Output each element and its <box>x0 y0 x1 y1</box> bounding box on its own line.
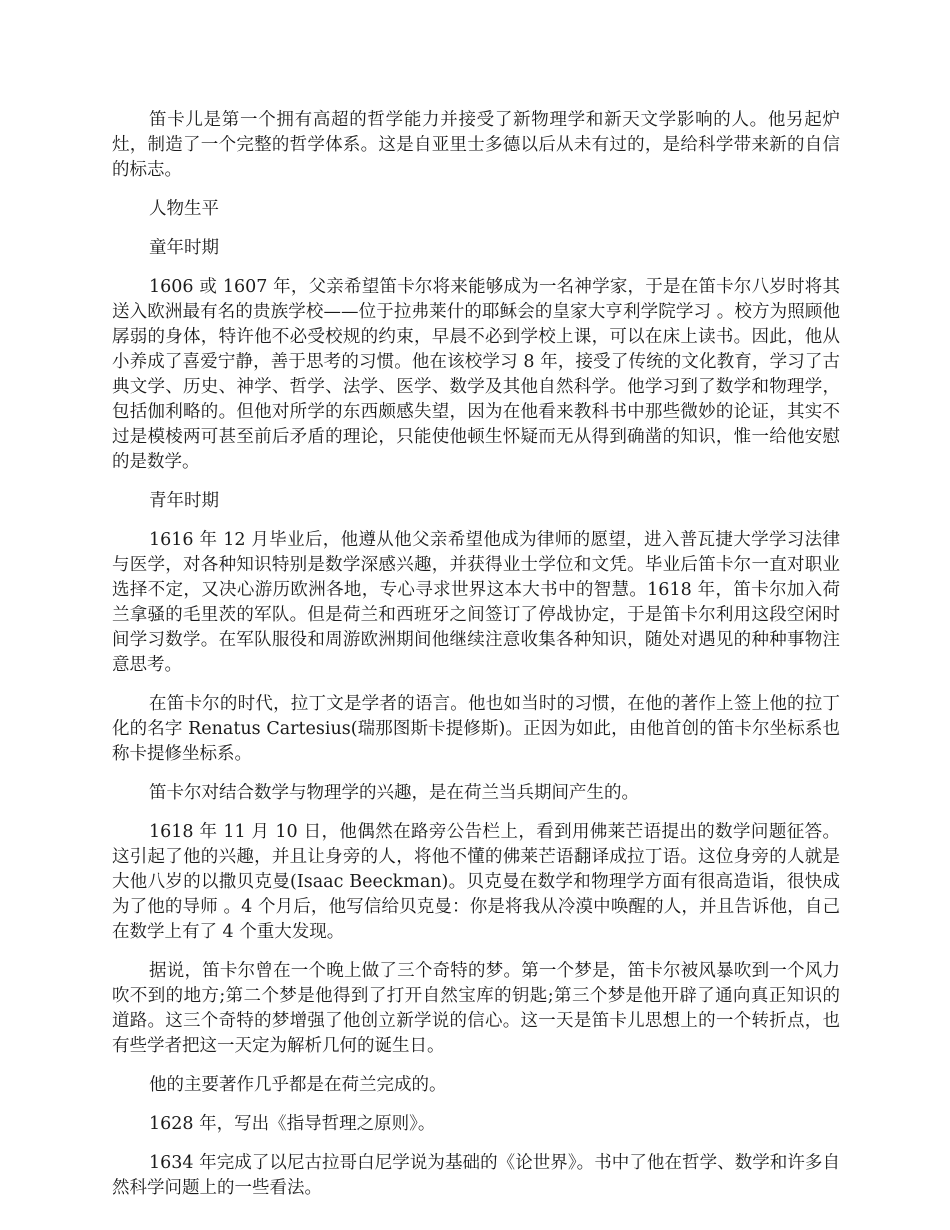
paragraph-dreams: 据说，笛卡尔曾在一个晚上做了三个奇特的梦。第一个梦是，笛卡尔被风暴吹到一个风力吹不到的地方;第二个梦是他得到了打开自然宝库的钥匙;第三个梦是他开辟了通向真正知识的道路。这三个奇特的梦增强了他创立新学说的信心。这一天是笛卡儿思想上的一个转折点，也有些学者把这一天定为解析几何的诞生日。 <box>112 961 840 1056</box>
document-page <box>112 108 840 1215</box>
heading-childhood: 童年时期 <box>149 238 219 258</box>
paragraph-interest: 笛卡尔对结合数学与物理学的兴趣，是在荷兰当兵期间产生的。 <box>149 783 639 803</box>
paragraph-childhood: 1606 或 1607 年，父亲希望笛卡尔将来能够成为一名神学家，于是在笛卡尔八岁时将其送入欧洲最有名的贵族学校——位于拉弗莱什的耶稣会的皇家大亨利学院学习 。校方为照顾他孱弱的身体，特许他不必受校规的约束，早晨不必到学校上课，可以在床上读书。因此，他从小养成了喜爱宁静，善于思考的习惯。他在该校学习 8 年，接受了传统的文化教育，学习了古典文学、历史、神学、哲学、法学、医学、数学及其他自然科学。他学习到了数学和物理学，包括伽利略的。但他对所学的东西颇感失望，因为在他看来教科书中那些微妙的论证，其实不过是模棱两可甚至前后矛盾的理论，只能使他顿生怀疑而无从得到确凿的知识，惟一给他安慰的是数学。 <box>112 277 840 472</box>
paragraph-latin-name: 在笛卡尔的时代，拉丁文是学者的语言。他也如当时的习惯，在他的著作上签上他的拉丁化的名字 Renatus Cartesius(瑞那图斯卡提修斯)。正因为如此，由他首创的笛卡尔坐标系也称卡提修坐标系。 <box>112 694 840 764</box>
paragraph-netherlands: 他的主要著作几乎都是在荷兰完成的。 <box>149 1075 447 1095</box>
paragraph-youth: 1616 年 12 月毕业后，他遵从他父亲希望他成为律师的愿望，进入普瓦捷大学学习法律与医学，对各种知识特别是数学深感兴趣，并获得业士学位和文凭。毕业后笛卡尔一直对职业选择不定，又决心游历欧洲各地，专心寻求世界这本大书中的智慧。1618 年，笛卡尔加入荷兰拿骚的毛里茨的军队。但是荷兰和西班牙之间签订了停战协定，于是笛卡尔利用这段空闲时间学习数学。在军队服役和周游欧洲期间他继续注意收集各种知识，随处对遇见的种种事物注意思考。 <box>112 530 840 675</box>
paragraph-intro: 笛卡儿是第一个拥有高超的哲学能力并接受了新物理学和新天文学影响的人。他另起炉灶，制造了一个完整的哲学体系。这是自亚里士多德以后从未有过的，是给科学带来新的自信的标志。 <box>112 110 840 180</box>
heading-youth: 青年时期 <box>149 491 219 511</box>
paragraph-1628: 1628 年，写出《指导哲理之原则》。 <box>149 1114 436 1134</box>
paragraph-beeckman: 1618 年 11 月 10 日，他偶然在路旁公告栏上，看到用佛莱芒语提出的数学问题征答。这引起了他的兴趣，并且让身旁的人，将他不懂的佛莱芒语翻译成拉丁语。这位身旁的人就是大他八岁的以撒贝克曼(Isaac Beeckman)。贝克曼在数学和物理学方面有很高造诣，很快成为了他的导师 。4 个月后，他写信给贝克曼：你是将我从冷漠中唤醒的人，并且告诉他，自己在数学上有了 4 个重大发现。 <box>112 822 840 942</box>
heading-biography: 人物生平 <box>149 199 219 219</box>
paragraph-1634: 1634 年完成了以尼古拉哥白尼学说为基础的《论世界》。书中了他在哲学、数学和许多自然科学问题上的一些看法。 <box>112 1153 840 1198</box>
